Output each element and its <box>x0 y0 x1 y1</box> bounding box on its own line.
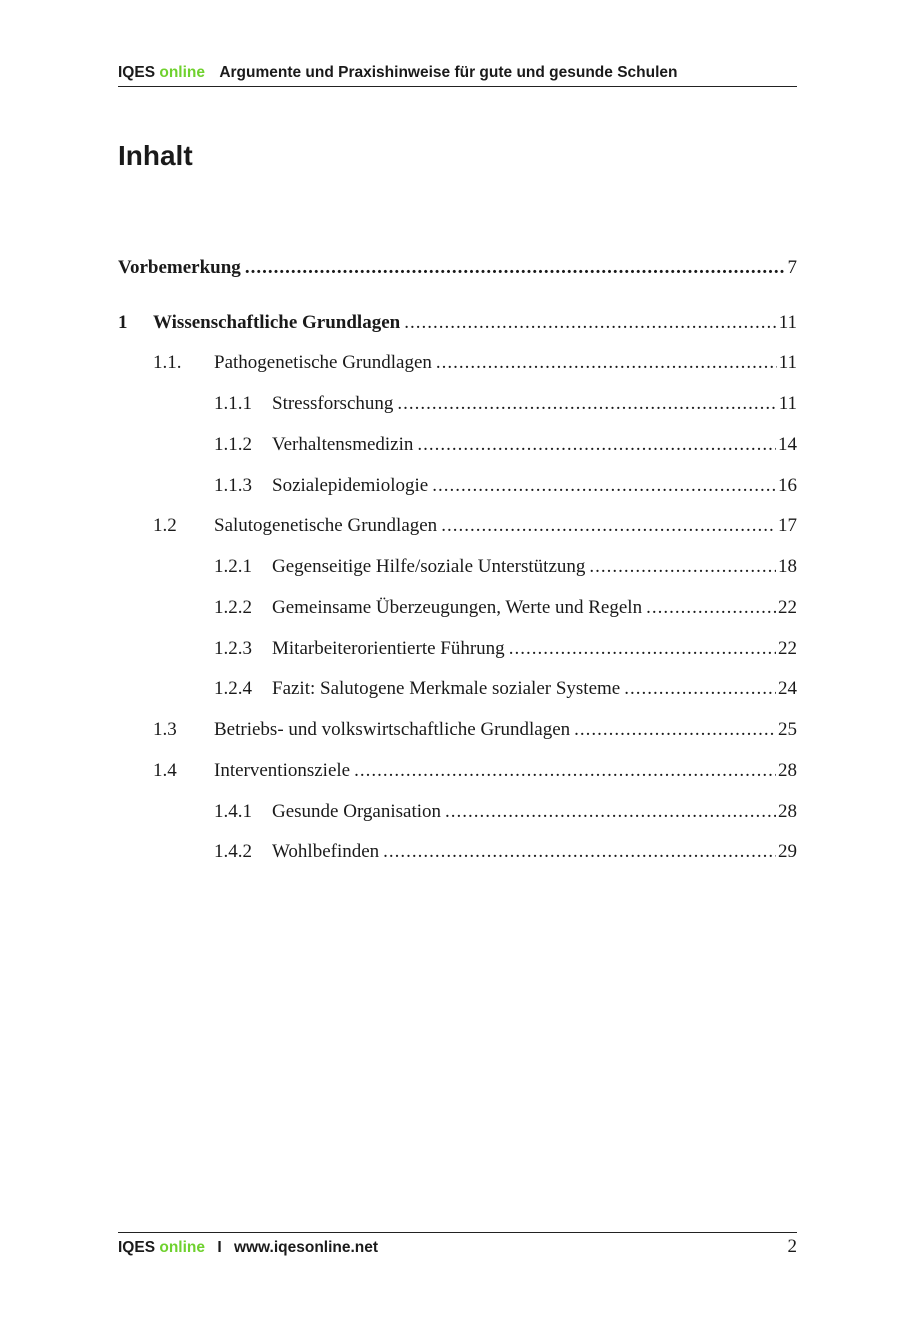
toc-entry-number: 1.2 <box>153 515 177 536</box>
footer-branding <box>118 1238 378 1258</box>
toc-dot-leader <box>245 255 786 281</box>
toc-entry-page: 24 <box>778 678 797 699</box>
toc-entry-title: Interventionsziele <box>214 760 351 781</box>
toc-dot-leader <box>404 310 776 336</box>
header-brand-iqes: IQES <box>118 64 156 81</box>
toc-entry-number: 1.2.1 <box>214 556 252 577</box>
toc-entry-page: 18 <box>778 556 797 577</box>
toc-entry-number: 1.2.4 <box>214 678 252 699</box>
toc-entry-title: Gemeinsame Überzeugungen, Werte und Regeln <box>272 597 643 618</box>
toc-entry-title: Betriebs- und volkswirtschaftliche Grundlagen <box>214 719 571 740</box>
toc-entry-page: 11 <box>778 352 797 373</box>
toc-entry-1-2-4[interactable] <box>214 676 797 702</box>
toc-entry-vorbemerkung[interactable] <box>118 255 797 281</box>
toc-entry-1-4[interactable] <box>153 758 797 784</box>
toc-dot-leader <box>436 350 777 376</box>
toc-dot-leader <box>646 595 776 621</box>
page-header <box>118 63 797 87</box>
toc-entry-title: Wissenschaftliche Grundlagen <box>153 312 401 333</box>
toc-entry-page: 28 <box>778 760 797 781</box>
toc-entry-title: Gesunde Organisation <box>272 801 442 822</box>
toc-entry-page: 29 <box>778 841 797 862</box>
toc-entry-title: Stressforschung <box>272 393 394 414</box>
toc-dot-leader <box>441 513 776 539</box>
toc-entry-1[interactable] <box>118 310 797 336</box>
toc-entry-title: Sozialepidemiologie <box>272 475 429 496</box>
toc-dot-leader <box>383 839 776 865</box>
toc-entry-number: 1.1.2 <box>214 434 252 455</box>
page-heading: Inhalt <box>118 140 193 171</box>
header-title: Argumente und Praxishinweise für gute und gesunde Schulen <box>219 64 678 81</box>
toc-entry-page: 16 <box>778 475 797 496</box>
toc-entry-number: 1.1.1 <box>214 393 252 414</box>
toc-dot-leader <box>397 391 776 417</box>
toc-entry-1-1-3[interactable] <box>214 473 797 499</box>
toc-entry-title: Salutogenetische Grundlagen <box>214 515 438 536</box>
toc-entry-number: 1.1.3 <box>214 475 252 496</box>
toc-entry-page: 11 <box>778 393 797 414</box>
toc-entry-1-1-2[interactable] <box>214 432 797 458</box>
toc-entry-page: 25 <box>778 719 797 740</box>
toc-dot-leader <box>509 636 776 662</box>
toc-entry-page: 22 <box>778 638 797 659</box>
toc-entry-number: 1.4 <box>153 760 177 781</box>
footer-url[interactable]: www.iqesonline.net <box>233 1239 379 1256</box>
toc-entry-page: 28 <box>778 801 797 822</box>
footer-page-number: 2 <box>787 1236 797 1257</box>
toc-dot-leader <box>432 473 776 499</box>
toc-entry-number: 1 <box>118 312 128 333</box>
footer-brand-online: online <box>159 1239 205 1256</box>
toc-entry-1-2[interactable] <box>153 513 797 539</box>
toc-entry-title: Pathogenetische Grundlagen <box>214 352 432 373</box>
footer-brand-iqes: IQES <box>118 1239 156 1256</box>
toc-entry-number: 1.4.1 <box>214 801 252 822</box>
toc-entry-page: 14 <box>778 434 797 455</box>
toc-entry-title: Fazit: Salutogene Merkmale sozialer Systeme <box>272 678 621 699</box>
toc-dot-leader <box>445 799 776 825</box>
toc-dot-leader <box>624 676 776 702</box>
toc-dot-leader <box>574 717 776 743</box>
toc-entry-number: 1.3 <box>153 719 177 740</box>
toc-entry-1-1-1[interactable] <box>214 391 797 417</box>
toc-entry-1-2-3[interactable] <box>214 636 797 662</box>
toc-entry-1-3[interactable] <box>153 717 797 743</box>
toc-entry-1-2-2[interactable] <box>214 595 797 621</box>
toc-entry-page: 11 <box>778 312 797 333</box>
toc-entry-title: Gegenseitige Hilfe/soziale Unterstützung <box>272 556 586 577</box>
header-brand-online: online <box>159 64 205 81</box>
toc-entry-number: 1.1. <box>153 352 182 373</box>
toc-entry-title: Verhaltensmedizin <box>272 434 414 455</box>
toc-entry-title: Vorbemerkung <box>118 257 241 278</box>
toc-dot-leader <box>354 758 776 784</box>
toc-dot-leader <box>417 432 776 458</box>
toc-entry-number: 1.2.3 <box>214 638 252 659</box>
toc-entry-page: 17 <box>778 515 797 536</box>
toc-entry-title: Mitarbeiterorientierte Führung <box>272 638 505 659</box>
toc-entry-number: 1.2.2 <box>214 597 252 618</box>
toc-entry-1-4-1[interactable] <box>214 799 797 825</box>
toc-entry-1-1[interactable] <box>153 350 797 376</box>
page-footer <box>118 1232 797 1258</box>
toc-entry-title: Wohlbefinden <box>272 841 380 862</box>
footer-separator: I <box>217 1239 222 1256</box>
toc-entry-1-4-2[interactable] <box>214 839 797 865</box>
toc-entry-page: 22 <box>778 597 797 618</box>
toc-entry-1-2-1[interactable] <box>214 554 797 580</box>
toc-entry-number: 1.4.2 <box>214 841 252 862</box>
toc-dot-leader <box>589 554 776 580</box>
toc-entry-page: 7 <box>787 257 797 278</box>
